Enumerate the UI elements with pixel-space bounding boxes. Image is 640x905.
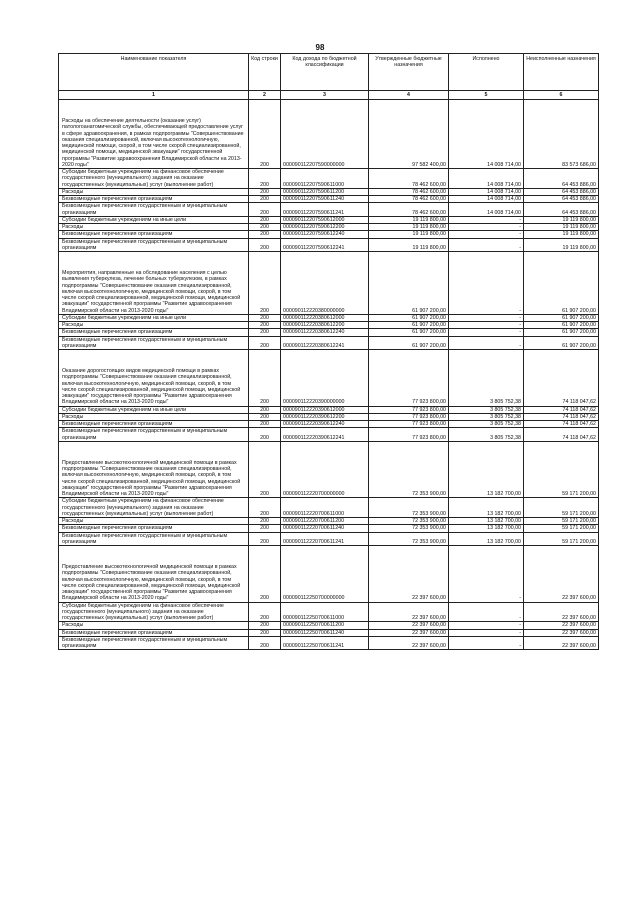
income-code-cell: 000090112220700611240 [281, 525, 369, 532]
executed-amount-cell: - [449, 336, 524, 350]
table-row [59, 231, 599, 238]
approved-amount-cell: 22 397 600,00 [369, 622, 449, 629]
executed-amount-cell: - [449, 602, 524, 622]
header-approved: Утвержденные бюджетные назначения [369, 54, 449, 91]
line-code-cell: 200 [249, 498, 281, 518]
income-code-cell: 000090112207590611240 [281, 196, 369, 203]
income-code-cell: 000090112220700611200 [281, 518, 369, 525]
line-code-cell: 200 [249, 322, 281, 329]
indicator-name-cell: Безвозмездные перечисления организациям [59, 525, 249, 532]
line-code-cell: 200 [249, 100, 281, 169]
approved-amount-cell: 19 119 800,00 [369, 224, 449, 231]
indicator-name-cell: Мероприятия, направленные на обследование населения с целью выявления туберкулеза, лечение больных туберкулезом, в рамках подпрограммы "Совершенствование оказания специализированной, включая высокотехнологичную, медицинской помощи, скорой, в том числе скорой специализированной, медицинской помощи, медицинской эвакуации" государственной программы "Развитие здравоохранения Владимирской области на 2013-2020 годы" [59, 252, 249, 315]
approved-amount-cell: 78 462 600,00 [369, 188, 449, 195]
approved-amount-cell: 78 462 600,00 [369, 196, 449, 203]
income-code-cell: 000090112220390612240 [281, 421, 369, 428]
table-row-section [59, 252, 599, 315]
approved-amount-cell: 22 397 600,00 [369, 602, 449, 622]
table-row [59, 636, 599, 650]
unexecuted-amount-cell: 22 397 600,00 [524, 629, 599, 636]
table-row [59, 532, 599, 546]
line-code-cell: 200 [249, 216, 281, 223]
unexecuted-amount-cell: 61 907 200,00 [524, 322, 599, 329]
column-number: 5 [449, 91, 524, 100]
line-code-cell: 200 [249, 532, 281, 546]
table-row-section [59, 441, 599, 498]
approved-amount-cell: 77 923 800,00 [369, 421, 449, 428]
line-code-cell: 200 [249, 314, 281, 321]
indicator-name-cell: Оказание дорогостоящих видов медицинской помощи в рамках подпрограммы "Совершенствование оказания специализированной, включая высокотехнологичную, медицинской помощи, скорой, в том числе скорой специализированной, медицинской помощи, медицинской эвакуации" государственной программы "Развитие здравоохранения Владимирской области на 2013-2020 годы" [59, 350, 249, 407]
table-row [59, 196, 599, 203]
approved-amount-cell: 61 907 200,00 [369, 314, 449, 321]
income-code-cell: 000090112220700611000 [281, 498, 369, 518]
income-code-cell: 000090112207590611200 [281, 188, 369, 195]
header-indicator-name: Наименование показателя [59, 54, 249, 91]
line-code-cell: 200 [249, 602, 281, 622]
executed-amount-cell: - [449, 329, 524, 336]
column-number: 2 [249, 91, 281, 100]
unexecuted-amount-cell: 61 907 200,00 [524, 336, 599, 350]
executed-amount-cell: 13 182 700,00 [449, 441, 524, 498]
line-code-cell: 200 [249, 252, 281, 315]
approved-amount-cell: 77 923 800,00 [369, 350, 449, 407]
column-number: 6 [524, 91, 599, 100]
approved-amount-cell: 19 119 800,00 [369, 216, 449, 223]
unexecuted-amount-cell: 22 397 600,00 [524, 622, 599, 629]
line-code-cell: 200 [249, 421, 281, 428]
indicator-name-cell: Субсидии бюджетным учреждениям на финансовое обеспечение государственного (муниципального) задания на оказание государственных (муниципальных) услуг (выполнение работ) [59, 602, 249, 622]
unexecuted-amount-cell: 74 118 047,62 [524, 413, 599, 420]
indicator-name-cell: Безвозмездные перечисления государственным и муниципальным организациям [59, 532, 249, 546]
approved-amount-cell: 22 397 600,00 [369, 546, 449, 603]
unexecuted-amount-cell: 19 119 800,00 [524, 231, 599, 238]
executed-amount-cell: - [449, 314, 524, 321]
executed-amount-cell: 14 008 714,00 [449, 196, 524, 203]
income-code-cell: 000090112207590612240 [281, 231, 369, 238]
income-code-cell: 000090112207590611241 [281, 203, 369, 217]
approved-amount-cell: 77 923 800,00 [369, 428, 449, 442]
approved-amount-cell: 77 923 800,00 [369, 413, 449, 420]
income-code-cell: 000090112220380612000 [281, 314, 369, 321]
unexecuted-amount-cell: 64 453 886,00 [524, 203, 599, 217]
line-code-cell: 200 [249, 546, 281, 603]
approved-amount-cell: 72 353 900,00 [369, 518, 449, 525]
line-code-cell: 200 [249, 428, 281, 442]
income-code-cell: 000090112220390612200 [281, 413, 369, 420]
table-row [59, 498, 599, 518]
approved-amount-cell: 61 907 200,00 [369, 336, 449, 350]
income-code-cell: 000090112207590612200 [281, 224, 369, 231]
line-code-cell: 200 [249, 518, 281, 525]
table-row [59, 518, 599, 525]
indicator-name-cell: Безвозмездные перечисления организациям [59, 421, 249, 428]
executed-amount-cell: - [449, 238, 524, 252]
executed-amount-cell: - [449, 629, 524, 636]
indicator-name-cell: Безвозмездные перечисления организациям [59, 329, 249, 336]
unexecuted-amount-cell: 61 907 200,00 [524, 314, 599, 321]
executed-amount-cell: 14 008 714,00 [449, 188, 524, 195]
table-body [59, 100, 599, 650]
approved-amount-cell: 61 907 200,00 [369, 322, 449, 329]
executed-amount-cell: 13 182 700,00 [449, 518, 524, 525]
executed-amount-cell: 14 008 714,00 [449, 203, 524, 217]
approved-amount-cell: 78 462 600,00 [369, 169, 449, 189]
unexecuted-amount-cell: 74 118 047,62 [524, 428, 599, 442]
page-number: 98 [315, 43, 325, 52]
table-row [59, 421, 599, 428]
indicator-name-cell: Безвозмездные перечисления государственным и муниципальным организациям [59, 636, 249, 650]
executed-amount-cell: 3 805 752,38 [449, 406, 524, 413]
line-code-cell: 200 [249, 406, 281, 413]
indicator-name-cell: Безвозмездные перечисления организациям [59, 231, 249, 238]
line-code-cell: 200 [249, 231, 281, 238]
unexecuted-amount-cell: 19 119 800,00 [524, 224, 599, 231]
approved-amount-cell: 77 923 800,00 [369, 406, 449, 413]
table-row [59, 224, 599, 231]
indicator-name-cell: Безвозмездные перечисления государственным и муниципальным организациям [59, 203, 249, 217]
executed-amount-cell: 13 182 700,00 [449, 532, 524, 546]
executed-amount-cell: - [449, 636, 524, 650]
line-code-cell: 200 [249, 169, 281, 189]
indicator-name-cell: Субсидии бюджетным учреждениям на финансовое обеспечение государственного (муниципального) задания на оказание государственных (муниципальных) услуг (выполнение работ) [59, 169, 249, 189]
table-row [59, 216, 599, 223]
income-code-cell: 000090112220390000000 [281, 350, 369, 407]
indicator-name-cell: Субсидии бюджетным учреждениям на иные цели [59, 406, 249, 413]
indicator-name-cell: Расходы [59, 518, 249, 525]
executed-amount-cell: - [449, 252, 524, 315]
column-number: 3 [281, 91, 369, 100]
table-row [59, 203, 599, 217]
indicator-name-cell: Расходы [59, 322, 249, 329]
approved-amount-cell: 61 907 200,00 [369, 329, 449, 336]
approved-amount-cell: 97 582 400,00 [369, 100, 449, 169]
column-number: 4 [369, 91, 449, 100]
unexecuted-amount-cell: 74 118 047,62 [524, 350, 599, 407]
unexecuted-amount-cell: 61 907 200,00 [524, 252, 599, 315]
approved-amount-cell: 72 353 900,00 [369, 525, 449, 532]
header-unexecuted: Неисполненные назначения [524, 54, 599, 91]
unexecuted-amount-cell: 64 453 886,00 [524, 188, 599, 195]
line-code-cell: 200 [249, 525, 281, 532]
table-row [59, 406, 599, 413]
line-code-cell: 200 [249, 441, 281, 498]
line-code-cell: 200 [249, 203, 281, 217]
line-code-cell: 200 [249, 622, 281, 629]
unexecuted-amount-cell: 59 171 200,00 [524, 532, 599, 546]
line-code-cell: 200 [249, 329, 281, 336]
executed-amount-cell: 3 805 752,38 [449, 428, 524, 442]
unexecuted-amount-cell: 22 397 600,00 [524, 546, 599, 603]
indicator-name-cell: Безвозмездные перечисления государственным и муниципальным организациям [59, 238, 249, 252]
line-code-cell: 200 [249, 629, 281, 636]
income-code-cell: 000090112220380612241 [281, 336, 369, 350]
income-code-cell: 000090112250700611200 [281, 622, 369, 629]
table-row [59, 428, 599, 442]
unexecuted-amount-cell: 22 397 600,00 [524, 636, 599, 650]
unexecuted-amount-cell: 59 171 200,00 [524, 518, 599, 525]
income-code-cell: 000090112207590000000 [281, 100, 369, 169]
indicator-name-cell: Расходы [59, 224, 249, 231]
executed-amount-cell: 14 008 714,00 [449, 169, 524, 189]
indicator-name-cell: Субсидии бюджетным учреждениям на финансовое обеспечение государственного (муниципального) задания на оказание государственных (муниципальных) услуг (выполнение работ) [59, 498, 249, 518]
indicator-name-cell: Безвозмездные перечисления государственным и муниципальным организациям [59, 336, 249, 350]
executed-amount-cell: - [449, 224, 524, 231]
unexecuted-amount-cell: 19 119 800,00 [524, 216, 599, 223]
executed-amount-cell: 14 008 714,00 [449, 100, 524, 169]
unexecuted-amount-cell: 59 171 200,00 [524, 525, 599, 532]
approved-amount-cell: 78 462 600,00 [369, 203, 449, 217]
unexecuted-amount-cell: 22 397 600,00 [524, 602, 599, 622]
income-code-cell: 000090112220700611241 [281, 532, 369, 546]
header-row [59, 54, 599, 91]
approved-amount-cell: 22 397 600,00 [369, 636, 449, 650]
line-code-cell: 200 [249, 224, 281, 231]
income-code-cell: 000090112250700611241 [281, 636, 369, 650]
table-row [59, 622, 599, 629]
income-code-cell: 000090112220700000000 [281, 441, 369, 498]
executed-amount-cell: 13 182 700,00 [449, 525, 524, 532]
unexecuted-amount-cell: 74 118 047,62 [524, 421, 599, 428]
income-code-cell: 000090112250700611240 [281, 629, 369, 636]
approved-amount-cell: 72 353 900,00 [369, 532, 449, 546]
unexecuted-amount-cell: 61 907 200,00 [524, 329, 599, 336]
indicator-name-cell: Расходы [59, 622, 249, 629]
income-code-cell: 000090112250700611000 [281, 602, 369, 622]
line-code-cell: 200 [249, 238, 281, 252]
budget-execution-table [58, 53, 599, 650]
income-code-cell: 000090112220380612240 [281, 329, 369, 336]
indicator-name-cell: Безвозмездные перечисления организациям [59, 196, 249, 203]
indicator-name-cell: Расходы на обеспечение деятельности (оказание услуг) патологоанатомической службы, обеспечивающей предоставление услуг в сфере здравоохранения, в рамках подпрограммы "Совершенствование оказания специализированной, включая высокотехнологичную, медицинской помощи, скорой, в том числе скорой специализированной, медицинской помощи, медицинской эвакуации" государственной программы "Развитие здравоохранения Владимирской области на 2013-2020 годы" [59, 100, 249, 169]
approved-amount-cell: 19 119 800,00 [369, 231, 449, 238]
table-row [59, 413, 599, 420]
header-executed: Исполнено [449, 54, 524, 91]
approved-amount-cell: 22 397 600,00 [369, 629, 449, 636]
table-row-section [59, 100, 599, 169]
executed-amount-cell: - [449, 322, 524, 329]
executed-amount-cell: - [449, 546, 524, 603]
line-code-cell: 200 [249, 636, 281, 650]
column-number-row [59, 91, 599, 100]
header-line-code: Код строки [249, 54, 281, 91]
table-row [59, 169, 599, 189]
column-number: 1 [59, 91, 249, 100]
indicator-name-cell: Субсидии бюджетным учреждениям на иные цели [59, 216, 249, 223]
income-code-cell: 000090112220380612200 [281, 322, 369, 329]
line-code-cell: 200 [249, 350, 281, 407]
income-code-cell: 000090112220380000000 [281, 252, 369, 315]
indicator-name-cell: Предоставление высокотехнологичной медицинской помощи в рамках подпрограммы "Совершенствование оказания специализированной, включая высокотехнологичную, медицинской помощи, скорой, в том числе скорой специализированной, медицинской помощи, медицинской эвакуации" государственной программы "Развитие здравоохранения Владимирской области на 2013-2020 годы" [59, 441, 249, 498]
indicator-name-cell: Субсидии бюджетным учреждениям на иные цели [59, 314, 249, 321]
table-row [59, 322, 599, 329]
indicator-name-cell: Безвозмездные перечисления организациям [59, 629, 249, 636]
table-row [59, 329, 599, 336]
table-row [59, 188, 599, 195]
table-row [59, 629, 599, 636]
income-code-cell: 000090112207590612241 [281, 238, 369, 252]
table-row [59, 238, 599, 252]
approved-amount-cell: 61 907 200,00 [369, 252, 449, 315]
executed-amount-cell: 3 805 752,38 [449, 421, 524, 428]
unexecuted-amount-cell: 59 171 200,00 [524, 441, 599, 498]
unexecuted-amount-cell: 59 171 200,00 [524, 498, 599, 518]
executed-amount-cell: - [449, 216, 524, 223]
executed-amount-cell: - [449, 622, 524, 629]
line-code-cell: 200 [249, 188, 281, 195]
line-code-cell: 200 [249, 336, 281, 350]
income-code-cell: 000090112207590612000 [281, 216, 369, 223]
approved-amount-cell: 19 119 800,00 [369, 238, 449, 252]
table-row [59, 525, 599, 532]
income-code-cell: 000090112220390612000 [281, 406, 369, 413]
unexecuted-amount-cell: 64 453 886,00 [524, 196, 599, 203]
indicator-name-cell: Предоставление высокотехнологичной медицинской помощи в рамках подпрограммы "Совершенствование оказания специализированной, включая высокотехнологичную, медицинской помощи, скорой, в том числе скорой специализированной, медицинской помощи, медицинской эвакуации" государственной программы "Развитие здравоохранения Владимирской области на 2013-2020 годы" [59, 546, 249, 603]
unexecuted-amount-cell: 64 453 886,00 [524, 169, 599, 189]
table-row [59, 336, 599, 350]
indicator-name-cell: Расходы [59, 188, 249, 195]
table-row [59, 314, 599, 321]
executed-amount-cell: 3 805 752,38 [449, 350, 524, 407]
indicator-name-cell: Расходы [59, 413, 249, 420]
table-row-section [59, 546, 599, 603]
executed-amount-cell: 13 182 700,00 [449, 498, 524, 518]
approved-amount-cell: 72 353 900,00 [369, 441, 449, 498]
executed-amount-cell: 3 805 752,38 [449, 413, 524, 420]
table-row [59, 602, 599, 622]
executed-amount-cell: - [449, 231, 524, 238]
unexecuted-amount-cell: 74 118 047,62 [524, 406, 599, 413]
table-row-section [59, 350, 599, 407]
indicator-name-cell: Безвозмездные перечисления государственным и муниципальным организациям [59, 428, 249, 442]
line-code-cell: 200 [249, 413, 281, 420]
header-income-code: Код дохода по бюджетной классификации [281, 54, 369, 91]
unexecuted-amount-cell: 19 119 800,00 [524, 238, 599, 252]
income-code-cell: 000090112220390612241 [281, 428, 369, 442]
income-code-cell: 000090112207590611000 [281, 169, 369, 189]
unexecuted-amount-cell: 83 573 686,00 [524, 100, 599, 169]
income-code-cell: 000090112250700000000 [281, 546, 369, 603]
line-code-cell: 200 [249, 196, 281, 203]
approved-amount-cell: 72 353 900,00 [369, 498, 449, 518]
